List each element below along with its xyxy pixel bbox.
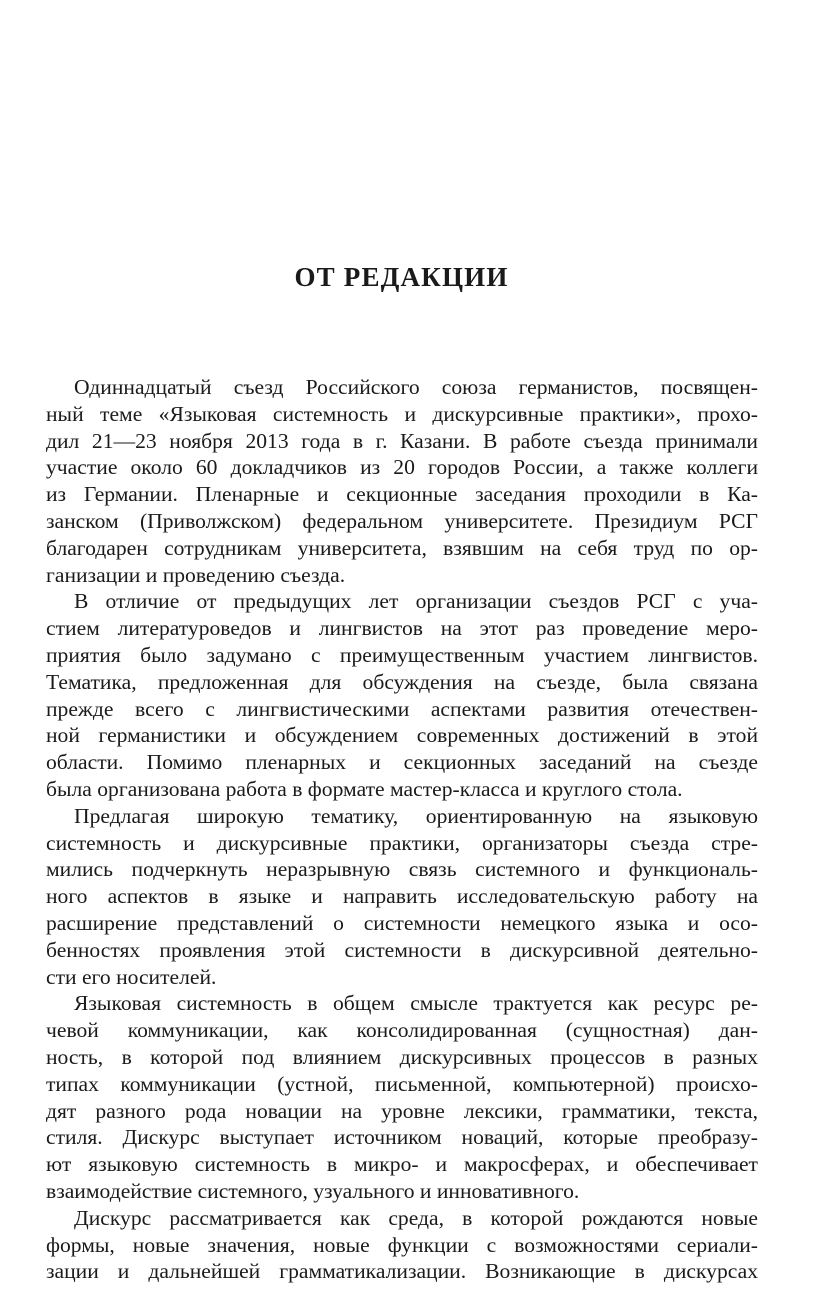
- text-line: занском (Приволжском) федеральном университете. Президиум РСГ: [46, 508, 758, 533]
- text-line: приятия было задумано с преимущественным участием лингвистов.: [46, 642, 758, 667]
- text-line: стиля. Дискурс выступает источником новаций, которые преобразу-: [46, 1125, 758, 1150]
- text-line: чевой коммуникации, как консолидированная (сущностная) дан-: [46, 1018, 758, 1043]
- text-line: была организована работа в формате мастер-класса и круглого стола.: [46, 776, 683, 801]
- body-text: [46, 374, 758, 1285]
- text-line: ют языковую системность в микро- и макросферах, и обеспечивает: [46, 1152, 758, 1177]
- text-line: ный теме «Языковая системность и дискурсивные практики», прохо-: [46, 401, 758, 426]
- text-line: ганизации и проведению съезда.: [46, 562, 346, 587]
- text-line: ной германистики и обсуждением современных достижений в этой: [46, 723, 758, 748]
- text-line: В отличие от предыдущих лет организации съездов РСГ с уча-: [74, 589, 758, 614]
- text-line: из Германии. Пленарные и секционные заседания проходили в Ка-: [46, 482, 758, 507]
- text-line: типах коммуникации (устной, письменной, компьютерной) происхо-: [46, 1071, 758, 1096]
- text-line: Одиннадцатый съезд Российского союза германистов, посвящен-: [74, 375, 758, 399]
- text-line: участие около 60 докладчиков из 20 городов России, а также коллеги: [46, 455, 758, 480]
- text-line: зации и дальнейшей грамматикализации. Возникающие в дискурсах: [46, 1259, 758, 1284]
- text-line: Предлагая широкую тематику, ориентированную на языковую: [74, 803, 758, 828]
- text-line: области. Помимо пленарных и секционных заседаний на съезде: [46, 750, 758, 775]
- text-line: дил 21—23 ноября 2013 года в г. Казани. В работе съезда принимали: [46, 428, 758, 453]
- text-line: взаимодействие системного, узуального и инновативного.: [46, 1178, 580, 1203]
- text-line: дят разного рода новации на уровне лексики, грамматики, текста,: [46, 1098, 758, 1123]
- text-line: формы, новые значения, новые функции с возможностями сериали-: [46, 1232, 758, 1257]
- text-line: Тематика, предложенная для обсуждения на съезде, была связана: [46, 669, 758, 694]
- text-line: ность, в которой под влиянием дискурсивных процессов в разных: [46, 1044, 758, 1069]
- text-line: бенностях проявления этой системности в дискурсивной деятельно-: [46, 937, 758, 962]
- page-title: ОТ РЕДАКЦИИ: [294, 262, 509, 292]
- text-line: мились подчеркнуть неразрывную связь системного и функциональ-: [46, 857, 758, 882]
- text-line: ного аспектов в языке и направить исследовательскую работу на: [46, 884, 758, 909]
- text-line: стием литературоведов и лингвистов на этот раз проведение меро-: [46, 616, 758, 641]
- text-line: сти его носителей.: [46, 964, 217, 989]
- text-line: системность и дискурсивные практики, организаторы съезда стре-: [46, 830, 758, 855]
- text-line: Языковая системность в общем смысле трактуется как ресурс ре-: [74, 991, 758, 1016]
- text-line: благодарен сотрудникам университета, взявшим на себя труд по ор-: [46, 535, 758, 560]
- text-line: расширение представлений о системности немецкого языка и осо-: [46, 910, 758, 935]
- text-line: прежде всего с лингвистическими аспектами развития отечествен-: [46, 696, 758, 721]
- text-line: Дискурс рассматривается как среда, в которой рождаются новые: [74, 1205, 758, 1230]
